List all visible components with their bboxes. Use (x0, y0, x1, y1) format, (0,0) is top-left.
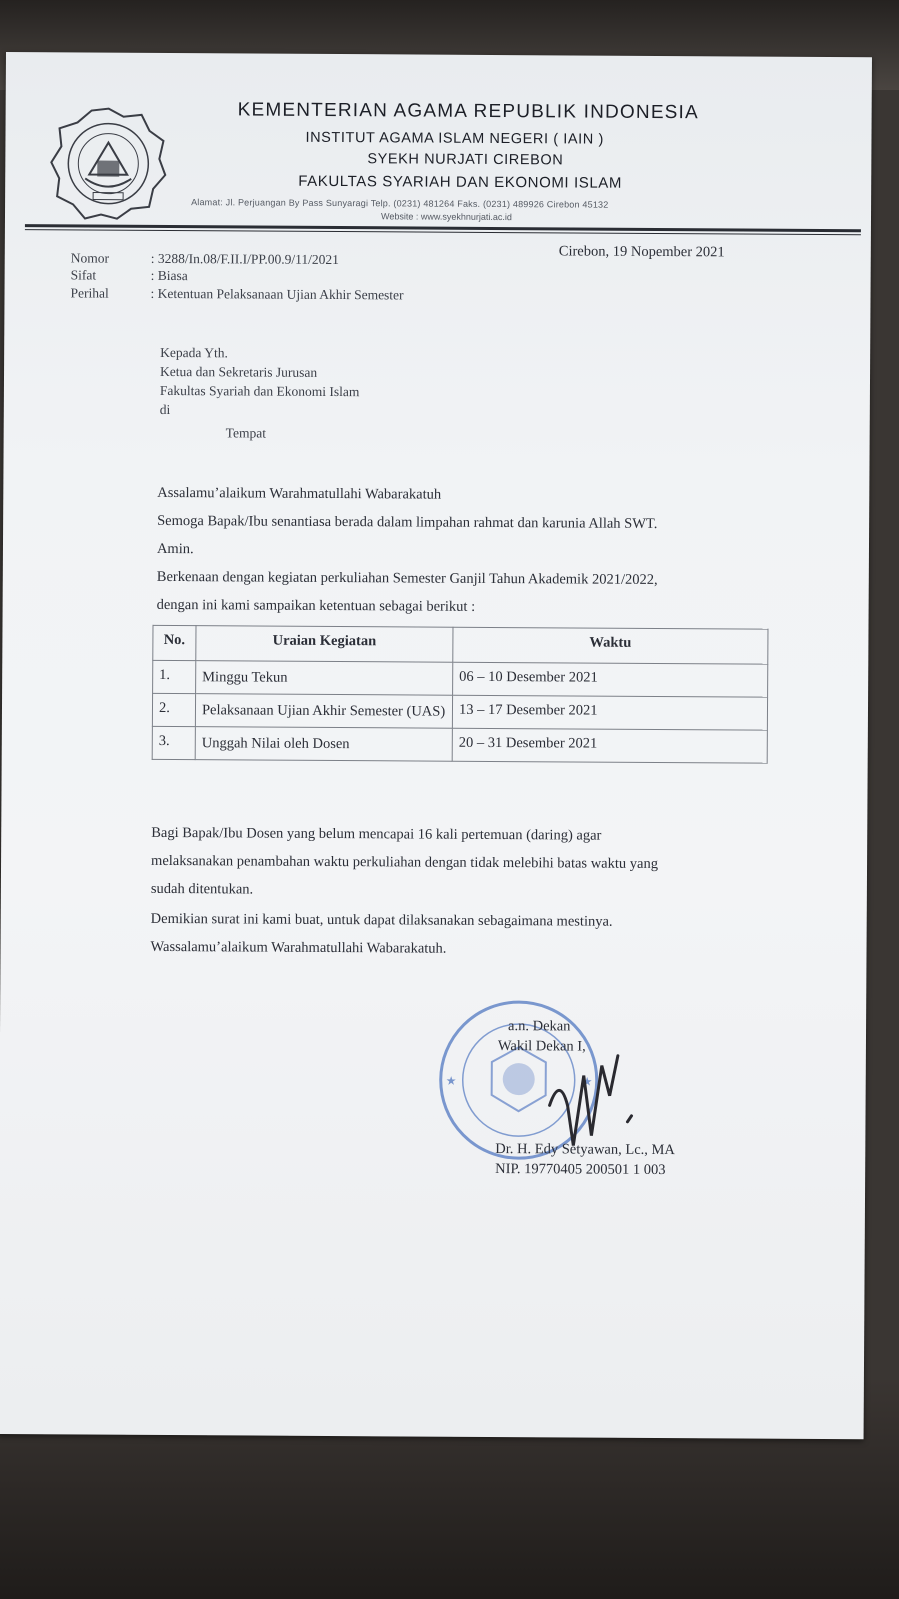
row-no: 1. (153, 660, 196, 693)
letter-page (0, 52, 872, 1439)
sifat-label: Sifat (70, 267, 97, 283)
letterhead-ministry: KEMENTERIAN AGAMA REPUBLIK INDONESIA (237, 99, 700, 124)
paragraph-1a: Semoga Bapak/Ibu senantiasa berada dalam limpahan rahmat dan karunia Allah SWT. (157, 512, 658, 532)
paragraph-3c: sudah ditentukan. (150, 880, 254, 898)
letterhead-faculty: FAKULTAS SYARIAH DAN EKONOMI ISLAM (298, 172, 623, 192)
table-row (152, 693, 767, 730)
letterhead-campus: SYEKH NURJATI CIREBON (367, 151, 564, 169)
row-time: 20 – 31 Desember 2021 (452, 728, 767, 763)
iain-emblem-icon (49, 104, 168, 223)
table-header-row (153, 625, 768, 664)
closing: Wassalamu’alaikum Warahmatullahi Wabarakatuh. (150, 938, 447, 957)
row-time: 06 – 10 Desember 2021 (453, 662, 768, 697)
letterhead-address: Alamat: Jl. Perjuangan By Pass Sunyaragi Telp. (0231) 481264 Faks. (0231) 489926 Cirebon 45132 (191, 197, 609, 210)
recipient-line1: Kepada Yth. (160, 344, 228, 361)
paragraph-1b: Amin. (156, 540, 194, 558)
nomor-label: Nomor (70, 250, 110, 266)
perihal-value: : Ketentuan Pelaksanaan Ujian Akhir Semester (150, 285, 404, 303)
recipient-line4: di (159, 401, 171, 418)
signature-line2: Wakil Dekan I, (497, 1038, 586, 1055)
svg-text:★: ★ (445, 1073, 457, 1088)
row-no: 3. (152, 726, 195, 759)
signatory-nip: NIP. 19770405 200501 1 003 (495, 1161, 666, 1179)
header-time: Waktu (453, 627, 768, 664)
table-row (152, 726, 767, 763)
recipient-line5: Tempat (225, 425, 267, 441)
signature-line1: a.n. Dekan (508, 1018, 571, 1035)
perihal-label: Perihal (70, 285, 109, 301)
svg-text:★: ★ (581, 1074, 593, 1089)
header-activity: Uraian Kegiatan (196, 626, 453, 663)
row-no: 2. (152, 693, 195, 726)
paragraph-4: Demikian surat ini kami buat, untuk dapat dilaksanakan sebagaimana mestinya. (150, 910, 613, 930)
table-row (153, 660, 768, 697)
paragraph-2a: Berkenaan dengan kegiatan perkuliahan Semester Ganjil Tahun Akademik 2021/2022, (156, 568, 658, 588)
letterhead-institute: INSTITUT AGAMA ISLAM NEGERI ( IAIN ) (305, 129, 605, 148)
recipient-line2: Ketua dan Sekretaris Jurusan (160, 363, 318, 380)
paragraph-2b: dengan ini kami sampaikan ketentuan sebagai berikut : (156, 596, 476, 615)
nomor-value: : 3288/In.08/F.II.I/PP.00.9/11/2021 (150, 250, 339, 268)
paragraph-3a: Bagi Bapak/Ibu Dosen yang belum mencapai 16 kali pertemuan (daring) agar (151, 824, 602, 844)
row-activity: Pelaksanaan Ujian Akhir Semester (UAS) (195, 694, 452, 729)
sifat-value: : Biasa (150, 267, 188, 284)
letter-date: Cirebon, 19 Nopember 2021 (558, 243, 725, 261)
header-no: No. (153, 625, 196, 660)
row-time: 13 – 17 Desember 2021 (452, 695, 767, 730)
paragraph-3b: melaksanakan penambahan waktu perkuliahan dengan tidak melebihi batas waktu yang (151, 852, 659, 872)
schedule-table (152, 625, 769, 764)
row-activity: Unggah Nilai oleh Dosen (195, 727, 452, 762)
recipient-line3: Fakultas Syariah dan Ekonomi Islam (159, 382, 360, 400)
greeting: Assalamu’alaikum Warahmatullahi Wabarakatuh (157, 484, 442, 503)
letterhead-website: Website : www.syekhnurjati.ac.id (380, 211, 512, 223)
row-activity: Minggu Tekun (196, 661, 453, 696)
signatory-name: Dr. H. Edy Setyawan, Lc., MA (495, 1141, 675, 1159)
